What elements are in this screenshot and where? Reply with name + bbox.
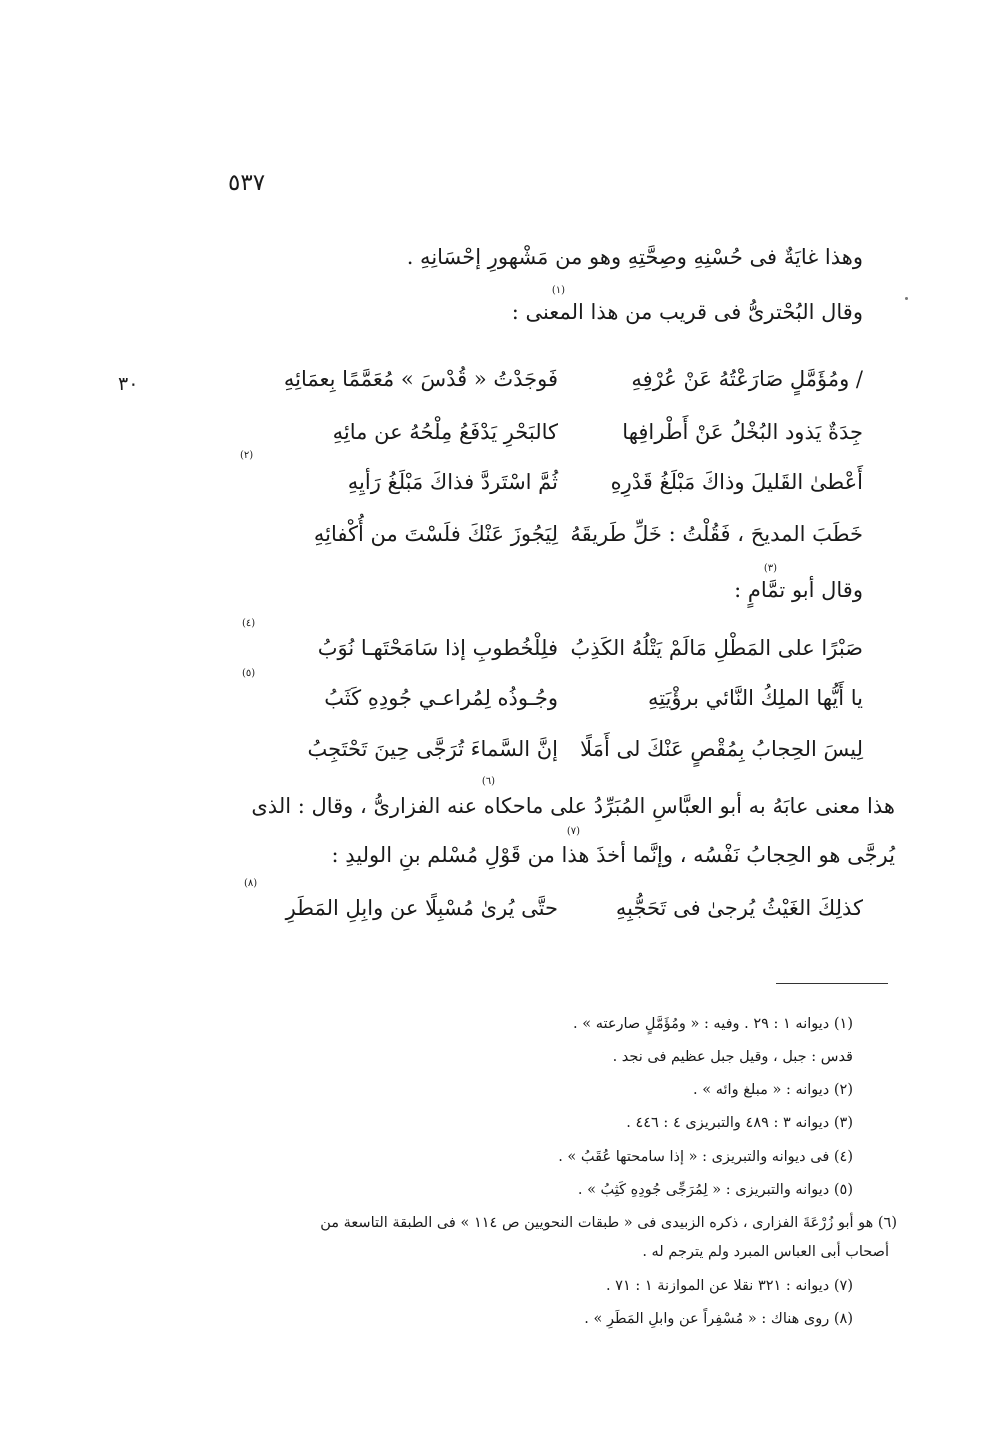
- footnote-6-cont: أصحاب أبى العباس المبرد ولم يترجم له .: [642, 1244, 889, 1260]
- footnote-3: (٣) ديوانه ٣ : ٤٨٩ والتبريزى ٤ : ٤٤٦ .: [626, 1115, 853, 1131]
- verse-hemistich-right: صَبْرًا على المَطْلِ مَالَمْ يَتْلُهُ الكَذِبُ: [570, 636, 863, 660]
- footnote-mark-1: (١): [551, 285, 565, 296]
- verse-hemistich-right: لِيسَ الحِجابُ بِمُقْصٍ عَنْكَ لى أَمَلًا: [580, 737, 863, 761]
- intro-buhturi: [512, 300, 863, 324]
- verse-hemistich-right: خَطَبَ المديحَ ، فَقُلْتُ : خَلِّ طَريقَهُ: [570, 522, 863, 546]
- footnote-2: (٢) ديوانه : « مبلغ وائه » .: [693, 1082, 853, 1098]
- footnote-mark-8: (٨): [244, 878, 258, 889]
- verse-hemistich-left: فلِلْخُطوبِ إذا سَامَحْتَهـا نُوَبُ: [317, 636, 558, 660]
- footnote-mark-5: (٥): [242, 668, 256, 679]
- footnote-divider: [776, 983, 888, 984]
- prose-line: هذا معنى عابَهُ به أبو العبَّاسِ المُبَرِّدُ على ماحكاه عنه الفزارىُّ ، وقال : الذى: [251, 794, 895, 818]
- footnote-mark-3: (٣): [763, 563, 777, 574]
- verse-hemistich-right: / ومُؤَمَّلٍ صَارَعْتُهُ عَنْ عُرْفِهِ: [631, 367, 863, 391]
- footnote-5: (٥) ديوانه والتبريزى : « لِمُرَجِّى جُودِهِ كَثِبُ » .: [577, 1182, 853, 1198]
- footnote-mark-7: (٧): [566, 826, 580, 837]
- verse-hemistich-left: حتَّى يُرىٰ مُسْبِلًا عن وابِلِ المَطَرِ: [285, 896, 558, 920]
- verse-hemistich-left: لِيَجُوزَ عَنْكَ فلَسْتَ من أُكْفائِهِ: [313, 522, 558, 546]
- footnote-mark-2: (٢): [240, 450, 254, 461]
- verse-hemistich-right: يا أَيُّها الملِكُ النَّائي برؤْيَتِهِ: [647, 686, 863, 710]
- verse-hemistich-left: ثُمَّ اسْتَردَّ فذاكَ مَبْلَغُ رَأيِهِ: [347, 470, 558, 494]
- verse-hemistich-right: كذلِكَ الغَيْثُ يُرجىٰ فى تَحَجُّبِهِ: [615, 896, 863, 920]
- page-number: ٥٣٧: [228, 170, 266, 196]
- footnote-6: (٦) هو أبو زُرْعَةَ الفزارى ، ذكره الزبيدى فى « طبقات النحويين ص ١١٤ » فى الطبقة التاسعة من: [320, 1215, 897, 1231]
- footnote-mark-6: (٦): [481, 776, 495, 787]
- margin-line-number: ٣٠: [118, 373, 139, 395]
- ink-dot: [905, 297, 908, 300]
- verse-hemistich-left: وجُـوذُه لِمُراعـي جُودِهِ كَثَبُ: [324, 686, 558, 710]
- footnote-7: (٧) ديوانه : ٣٢١ نقلا عن الموازنة ١ : ٧١ .: [605, 1278, 853, 1294]
- footnote-4: (٤) فى ديوانه والتبريزى : « إذا سامحتها عُقَبُ » .: [558, 1149, 853, 1165]
- prose-line: وهذا غايَةٌ فى حُسْنِهِ وصِحَّتِهِ وهو من مَشْهورِ إحْسَانِهِ .: [406, 245, 863, 269]
- verse-hemistich-right: جِدَةٌ يَذود البُخْلُ عَنْ أَطْرافِها: [622, 420, 863, 444]
- intro-abu-tammam: وقال أبو تمَّامٍ :: [734, 578, 863, 602]
- verse-hemistich-right: أَعْطىٰ القَليلَ وذاكَ مَبْلَغُ قَدْرِهِ: [610, 470, 863, 494]
- prose-line: يُرجَّى هو الحِجابُ نَفْسُه ، وإنَّما أخذَ هذا من قَوْلِ مُسْلم بنِ الوليدِ :: [331, 843, 895, 867]
- verse-hemistich-left: فَوجَدْتُ « قُدْسَ » مُعَمَّمًا بِعمَائِهِ: [283, 367, 558, 391]
- footnote-1: (١) ديوانه ١ : ٢٩ . وفيه : « ومُؤَمَّلٍ صارعته » .: [573, 1016, 853, 1032]
- footnote-8: (٨) روى هناك : « مُسْفِراً عن وابلِ المَطَرِ » .: [584, 1311, 853, 1327]
- verse-hemistich-left: إنَّ السَّماءَ تُرَجَّى حِينَ تَحْتَجِبُ: [307, 737, 558, 761]
- footnote-1-note: قدس : جبل ، وقيل جبل عظيم فى نجد .: [612, 1049, 853, 1065]
- intro-text: وقال البُحْترىُّ فى قريب من هذا المعنى :: [511, 300, 863, 324]
- footnote-mark-4: (٤): [242, 618, 256, 629]
- verse-hemistich-left: كالبَحْرِ يَدْفَعُ مِلْحُهُ عن مائِهِ: [332, 420, 558, 444]
